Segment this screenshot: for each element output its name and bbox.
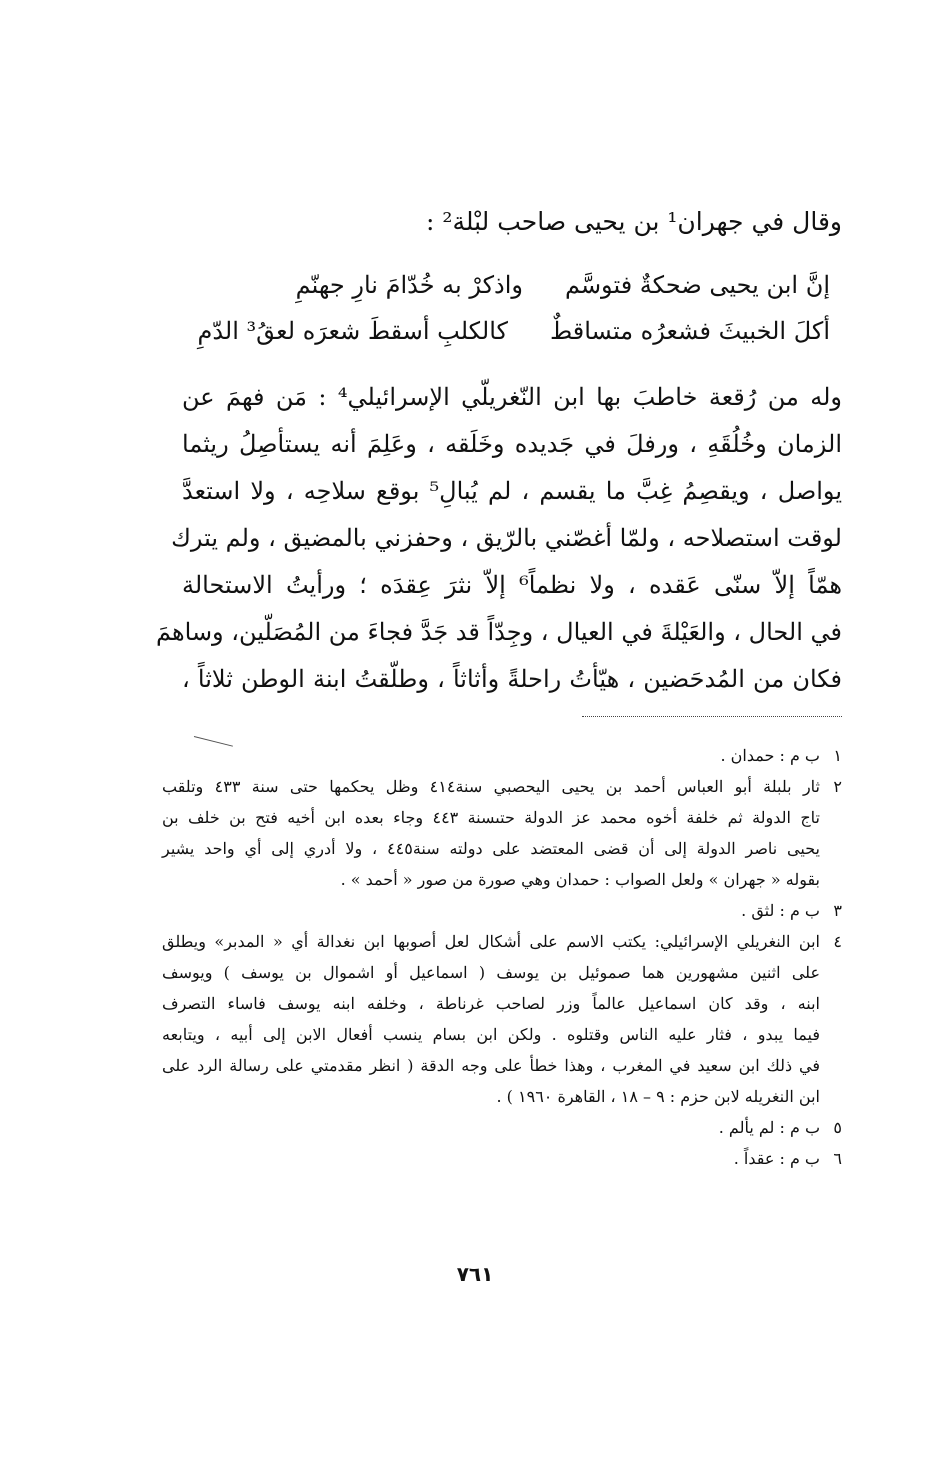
footnote-line: ب م : لثق .	[741, 901, 820, 920]
footnote-line: يحيى ناصر الدولة إلى أن قضى المعتضد على دولته سنة٤٤٥ ، ولا أدري إلى أي واحد يشير	[162, 839, 821, 858]
footnote-line: تاج الدولة ثم خلفة أخوه محمد عز الدولة حتىسنة ٤٤٣ وجاء بعده ابن أخيه فتح بن خلف بن	[162, 808, 821, 827]
verse-line	[130, 308, 830, 354]
footnote-line: ب م : لم يألم .	[718, 1118, 820, 1137]
footnote-line: ابنه ، وقد كان اسماعيل عالماً وزر لصاحب غرناطة ، وخلفه ابنه يوسف فاساء التصرف	[162, 994, 820, 1013]
verse-second-hemistich: كالكلبِ أسقطَ شعرَه لعقُ³ الدّمِ	[197, 317, 508, 345]
prose-line: في الحال ، والعَيْلةَ في العيال ، وجِدّاً قد جَدَّ فجاءَ من المُصَلّين، وساهمَ	[156, 618, 842, 646]
footnote-item	[162, 895, 842, 926]
prose-line: يواصل ، ويقصِمُ غِبَّ ما يقسم ، لم يُبالِ⁵ بوقع سلاحِه ، ولا استعدَّ	[182, 477, 842, 505]
footnote-line: بقوله « جهران » ولعل الصواب : حمدان وهي صورة من صور « أحمد » .	[340, 870, 820, 889]
footnote-number: ٣	[833, 901, 842, 920]
footnote-number: ٦	[833, 1149, 842, 1168]
footnote-text	[162, 1112, 820, 1143]
footnote-item	[162, 771, 842, 895]
footnote-number: ٥	[833, 1118, 842, 1137]
footnote-line: ابن النغريلي الإسرائيلي: يكتب الاسم على أشكال لعل أصوبها ابن نغدالة أي « المدبر» ويطلق	[162, 932, 820, 951]
footnote-line: ب م : حمدان .	[720, 746, 820, 765]
verse-line	[130, 262, 830, 308]
footnote-item	[162, 1112, 842, 1143]
footnote-line: ثار بلبلة أبو العباس أحمد بن يحيى اليحصبي سنة٤١٤ وظل يحكمها حتى سنة ٤٣٣ وتلقب	[162, 777, 820, 796]
page-number: ٧٦١	[456, 1262, 494, 1286]
footnote-number: ٤	[833, 932, 842, 951]
footnote-line: على اثنين مشهورين هما صموئيل بن يوسف ( اسماعيل أو اشموال بن يوسف ) ويوسف	[162, 963, 820, 982]
poem-verses	[130, 262, 830, 354]
footnote-number: ٢	[833, 777, 842, 796]
footnote-line: فيما يبدو ، فثار عليه الناس وقتلوه . ولكن ابن بسام ينسب أفعال الابن إلى أبيه ، ويتابعه	[162, 1025, 820, 1044]
footnote-item	[162, 740, 842, 771]
footnote-text	[162, 1143, 820, 1174]
footnote-text	[162, 895, 820, 926]
verse-first-hemistich: إنَّ ابن يحيى ضحكةٌ فتوسَّم	[564, 271, 830, 299]
footnote-number: ١	[833, 746, 842, 765]
poem-introduction: وقال في جهران¹ بن يحيى صاحب لبْلة² :	[426, 207, 842, 236]
prose-line: همّاً إلاّ سنّى عَقده ، ولا نظماً⁶ إلاّ نثرَ عِقدَه ؛ ورأيتُ الاستحالة	[182, 571, 842, 599]
prose-line: الزمان وخُلُقَهِ ، ورفلَ في جَديده وخَلَقه ، وعَلِمَ أنه يستأصِلُ ريثما	[182, 430, 842, 458]
prose-line: وله من رُقعة خاطبَ بها ابن النّغريلّي الإسرائيلي⁴ : مَن فهمَ عن	[182, 383, 842, 411]
footnote-text	[162, 771, 820, 895]
prose-line: فكان من المُدحَضين ، هيّأتُ راحلةً وأثاثاً ، وطلّقتُ ابنة الوطن ثلاثاً ،	[182, 665, 842, 693]
footnote-line: ابن النغريله لابن حزم : ٩ – ١٨ ، القاهرة ١٩٦٠ ) .	[496, 1087, 820, 1106]
footnote-divider	[582, 716, 842, 717]
footnote-line: ب م : عقداً .	[733, 1149, 820, 1168]
prose-paragraph	[156, 374, 842, 703]
footnotes	[162, 740, 842, 1174]
footnote-text	[162, 926, 820, 1112]
verse-second-hemistich: واذكرْ به خُدّامَ نارِ جهنّمِ	[295, 271, 523, 299]
footnote-item	[162, 1143, 842, 1174]
footnote-text	[162, 740, 820, 771]
footnote-line: في ذلك ابن سعيد في المغرب ، وهذا خطأ على وجه الدقة ( انظر مقدمتي على رسالة الرد على	[162, 1056, 820, 1075]
prose-line: لوقت استصلاحه ، ولمّا أغصّني بالرّيق ، وحفزني بالمضيق ، ولم يترك	[171, 524, 842, 552]
footnote-item	[162, 926, 842, 1112]
verse-first-hemistich: أكلَ الخبيثَ فشعرُه متساقطٌ	[549, 317, 830, 345]
